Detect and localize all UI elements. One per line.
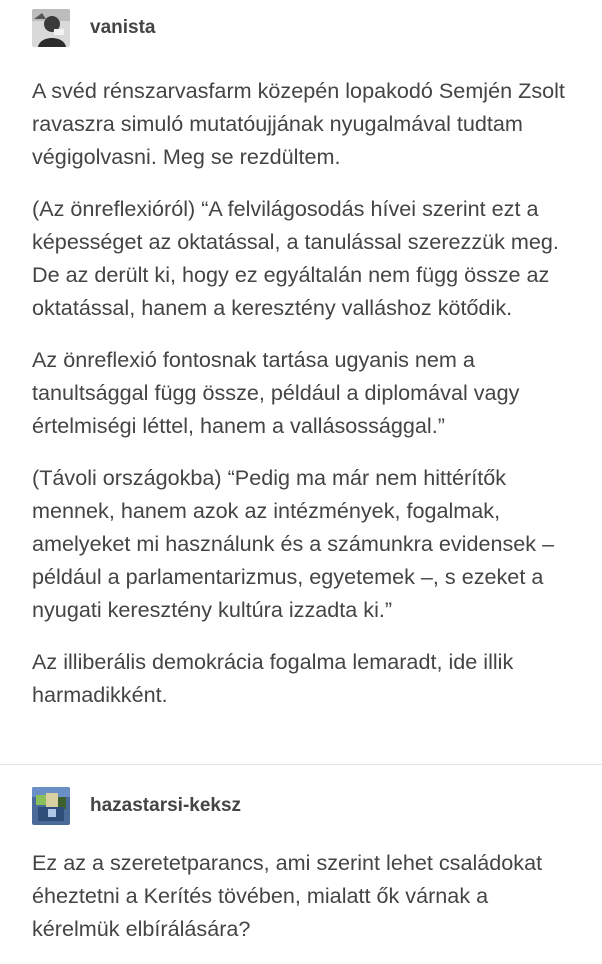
user-avatar-pixel[interactable] bbox=[32, 787, 70, 825]
avatar-photo-icon bbox=[32, 9, 70, 47]
post-vanista bbox=[0, 8, 602, 730]
post-body bbox=[0, 74, 602, 711]
post-paragraph: Az illiberális demokrácia fogalma lemaradt, ide illik harmadikként. bbox=[32, 649, 514, 707]
post-header bbox=[0, 8, 602, 48]
username[interactable]: hazastarsi-keksz bbox=[90, 795, 242, 816]
post-paragraph: (Az önreflexióról) “A felvilágosodás hívei szerint ezt a képességet az oktatással, a tanulással szerezzük meg. De az derült ki, hogy ez egyáltalán nem függ össze az oktatással, hanem a keresztény valláshoz kötődik. bbox=[32, 196, 559, 320]
post-paragraph: Ez az a szeretetparancs, ami szerint lehet családokat éheztetni a Kerítés tövében, mialatt ők várnak a kérelmük elbírálására? bbox=[32, 850, 543, 941]
post-paragraph: Az önreflexió fontosnak tartása ugyanis nem a tanultsággal függ össze, például a diplomával vagy értelmiségi léttel, hanem a vallásossággal.” bbox=[32, 347, 520, 438]
post-paragraph: A svéd rénszarvasfarm közepén lopakodó Semjén Zsolt ravaszra simuló mutatóujjának nyugalmával tudtam végigolvasni. Meg se rezdültem. bbox=[32, 78, 565, 169]
user-avatar-photo[interactable] bbox=[32, 9, 70, 47]
post-paragraph: (Távoli országokba) “Pedig ma már nem hittérítők mennek, hanem azok az intézmények, fogalmak, amelyeket mi használunk és a számunkra evidensek – például a parlamentarizmus, egyetemek –, s ezeket a nyugati keresztény kultúra izzadta ki.” bbox=[32, 465, 555, 622]
post-hazastarsi-keksz bbox=[0, 786, 602, 964]
post-body bbox=[0, 846, 602, 945]
avatar-pixel-icon bbox=[32, 787, 70, 825]
post-header bbox=[0, 786, 602, 826]
post-divider bbox=[0, 764, 602, 765]
username[interactable]: vanista bbox=[90, 17, 156, 38]
